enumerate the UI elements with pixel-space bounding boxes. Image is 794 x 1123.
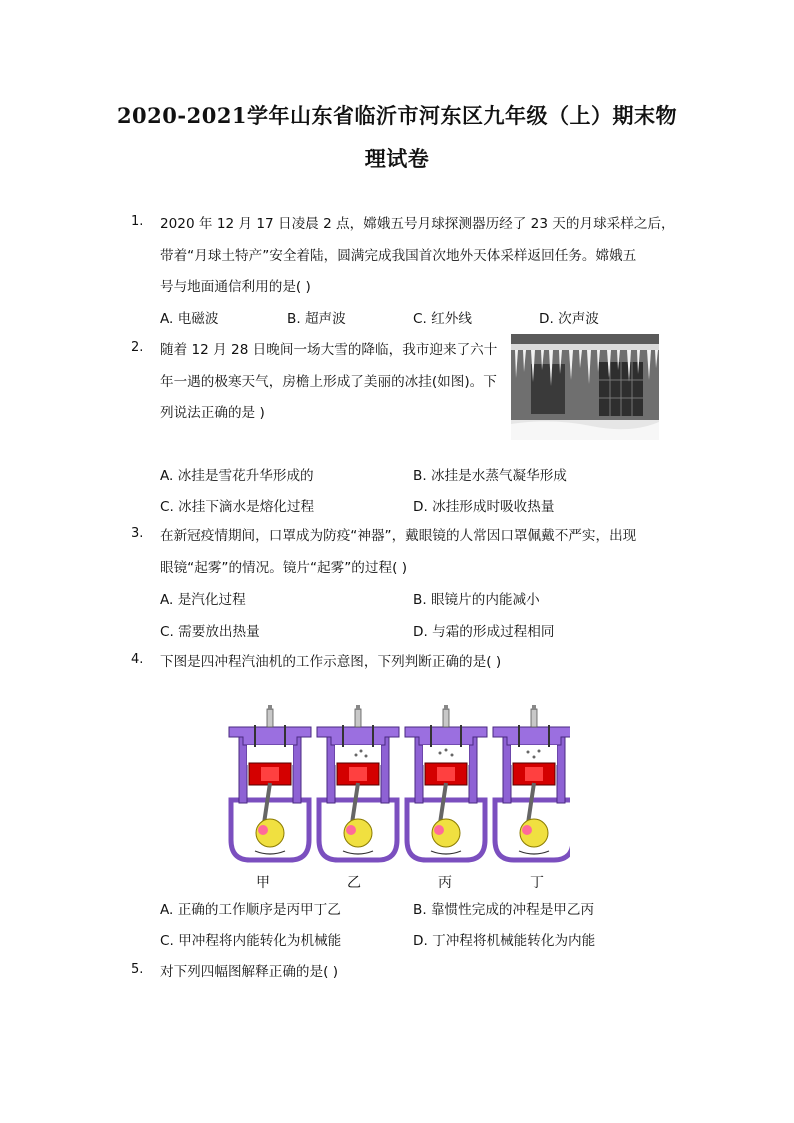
- question-4-option-b[interactable]: B. 靠惯性完成的冲程是甲乙丙: [413, 902, 595, 918]
- question-5-number: 5.: [131, 962, 144, 977]
- question-2-number: 2.: [131, 340, 144, 355]
- question-4-option-c[interactable]: C. 甲冲程将内能转化为机械能: [160, 933, 342, 949]
- question-3-line: 在新冠疫情期间，口罩成为防疫“神器”，戴眼镜的人常因口罩佩戴不严实，出现: [160, 528, 637, 544]
- question-5-line: 对下列四幅图解释正确的是( ): [160, 964, 339, 980]
- question-3-option-a[interactable]: A. 是汽化过程: [160, 592, 246, 608]
- engine-label-jia: 甲: [256, 875, 270, 891]
- question-4-option-a[interactable]: A. 正确的工作顺序是丙甲丁乙: [160, 902, 341, 918]
- question-2-option-d[interactable]: D. 冰挂形成时吸收热量: [413, 499, 555, 515]
- page-title-line2: 理试卷: [364, 146, 430, 171]
- page-title-line1: 2020-2021学年山东省临沂市河东区九年级（上）期末物: [116, 103, 678, 128]
- question-3-option-d[interactable]: D. 与霜的形成过程相同: [413, 624, 555, 640]
- icicle-photo: [511, 334, 659, 440]
- question-1-line: 号与地面通信利用的是( ): [160, 279, 311, 295]
- question-1-line: 带着“月球土特产”安全着陆，圆满完成我国首次地外天体采样返回任务。嫦娥五: [160, 248, 637, 264]
- question-2-option-c[interactable]: C. 冰挂下滴水是熔化过程: [160, 499, 315, 515]
- question-3-option-b[interactable]: B. 眼镜片的内能减小: [413, 592, 540, 608]
- question-1-line: 2020 年 12 月 17 日凌晨 2 点，嫦娥五号月球探测器历经了 23 天的月球采样之后，: [160, 216, 675, 232]
- question-2-option-a[interactable]: A. 冰挂是雪花升华形成的: [160, 468, 314, 484]
- question-2-line: 列说法正确的是 ): [160, 405, 265, 421]
- engine-label-yi: 乙: [347, 875, 361, 891]
- question-4-number: 4.: [131, 652, 144, 667]
- engine-label-ding: 丁: [530, 875, 544, 891]
- question-4-line: 下图是四冲程汽油机的工作示意图，下列判断正确的是( ): [160, 654, 502, 670]
- four-stroke-engine-diagram: [225, 705, 570, 865]
- question-2-line: 年一遇的极寒天气，房檐上形成了美丽的冰挂(如图)。下: [160, 374, 497, 390]
- question-1-option-c[interactable]: C. 红外线: [413, 311, 472, 327]
- question-1-option-b[interactable]: B. 超声波: [287, 311, 346, 327]
- question-4-option-d[interactable]: D. 丁冲程将机械能转化为内能: [413, 933, 596, 949]
- question-3-number: 3.: [131, 526, 144, 541]
- question-3-line: 眼镜“起雾”的情况。镜片“起雾”的过程( ): [160, 560, 408, 576]
- question-2-line: 随着 12 月 28 日晚间一场大雪的降临，我市迎来了六十: [160, 342, 498, 358]
- question-3-option-c[interactable]: C. 需要放出热量: [160, 624, 260, 640]
- question-2-option-b[interactable]: B. 冰挂是水蒸气凝华形成: [413, 468, 567, 484]
- question-1-option-a[interactable]: A. 电磁波: [160, 311, 219, 327]
- engine-label-bing: 丙: [438, 875, 452, 891]
- question-1-number: 1.: [131, 214, 144, 229]
- question-1-option-d[interactable]: D. 次声波: [539, 311, 599, 327]
